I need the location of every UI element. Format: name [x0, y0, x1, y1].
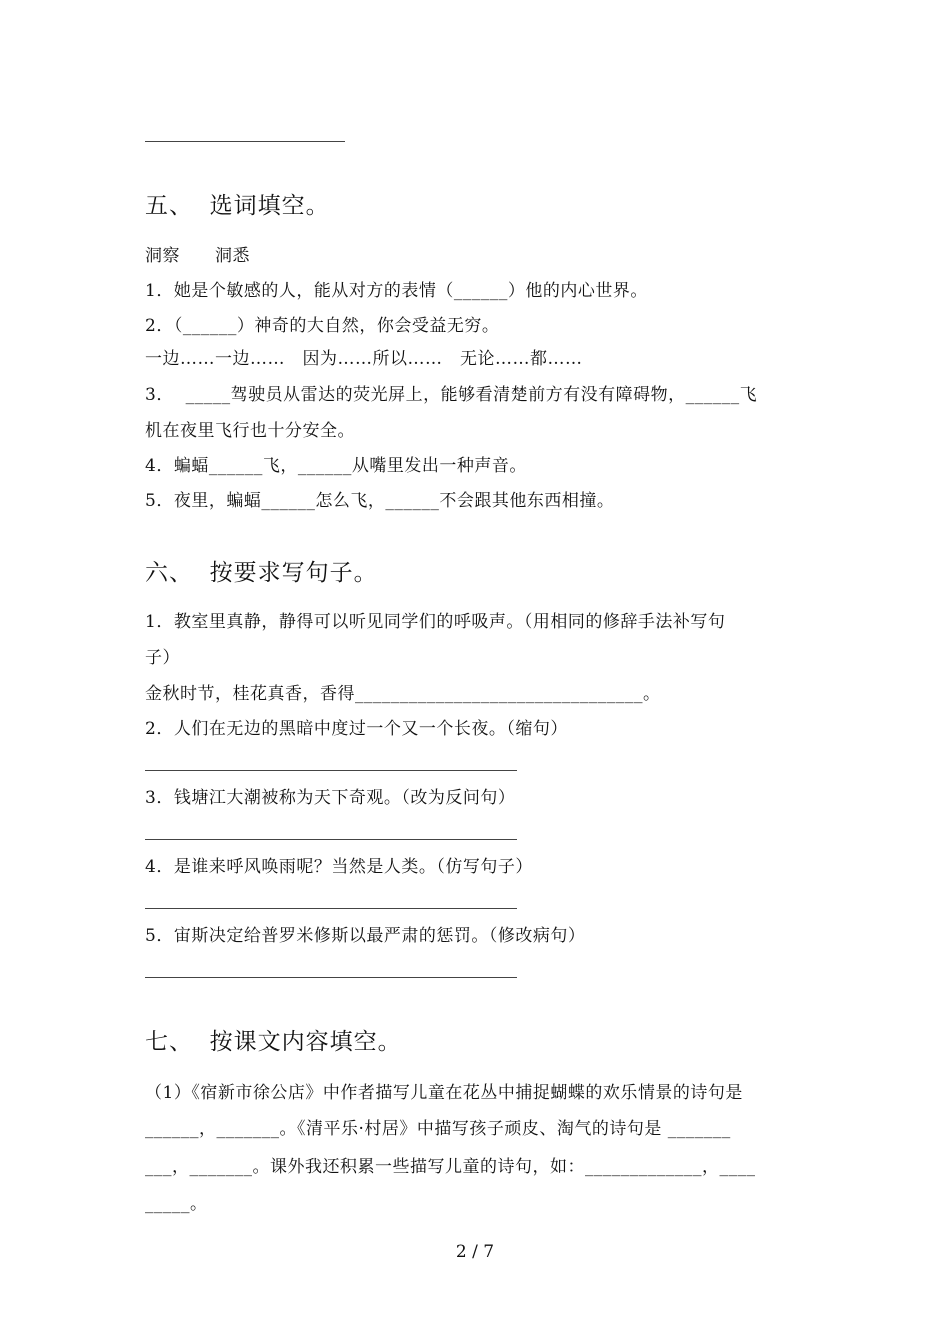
section-5-question-2: 2．（______）神奇的大自然，你会受益无穷。 — [145, 316, 500, 336]
section-5-question-3-line-2: 机在夜里飞行也十分安全。 — [145, 421, 355, 441]
section-5-word-choices-2: 一边……一边…… 因为……所以…… 无论……都…… — [145, 349, 583, 369]
section-5-question-1: 1．她是个敏感的人，能从对方的表情（______）他的内心世界。 — [145, 281, 648, 301]
answer-line-q4 — [145, 908, 517, 909]
section-5-question-3-line-1: 3． _____驾驶员从雷达的荧光屏上，能够看清楚前方有没有障碍物，______飞 — [145, 385, 758, 405]
section-7-line-2: ______，_______。《清平乐·村居》中描写孩子顽皮、淘气的诗句是 _______ — [145, 1119, 731, 1139]
section-7-line-3: ___，_______。课外我还积累一些描写儿童的诗句，如：_____________，____ — [145, 1157, 756, 1177]
answer-line-q3 — [145, 839, 517, 840]
section-6-question-2: 2．人们在无边的黑暗中度过一个又一个长夜。（缩句） — [145, 719, 568, 739]
section-5-word-choices-1: 洞察 洞悉 — [145, 246, 250, 266]
section-7-line-4: _____。 — [145, 1194, 208, 1214]
page-number: 2 / 7 — [455, 1242, 495, 1262]
answer-line-q2 — [145, 770, 517, 771]
section-6-question-1-line-2: 子） — [145, 648, 180, 668]
section-6-heading: 六、 按要求写句子。 — [145, 560, 378, 586]
section-6-question-1-line-1: 1．教室里真静，静得可以听见同学们的呼吸声。（用相同的修辞手法补写句 — [145, 612, 726, 632]
section-6-question-3: 3．钱塘江大潮被称为天下奇观。（改为反问句） — [145, 788, 516, 808]
answer-line-top — [145, 141, 345, 142]
section-7-heading: 七、 按课文内容填空。 — [145, 1029, 402, 1055]
section-5-question-5: 5．夜里，蝙蝠______怎么飞，______不会跟其他东西相撞。 — [145, 491, 615, 511]
section-5-heading: 五、 选词填空。 — [145, 193, 330, 219]
section-6-question-1-line-3: 金秋时节，桂花真香，香得________________________________。 — [145, 684, 661, 704]
answer-line-q5 — [145, 977, 517, 978]
section-7-line-1: （1）《宿新市徐公店》中作者描写儿童在花丛中捕捉蝴蝶的欢乐情景的诗句是 — [145, 1083, 743, 1103]
section-5-question-4: 4．蝙蝠______飞，______从嘴里发出一种声音。 — [145, 456, 527, 476]
section-6-question-5: 5．宙斯决定给普罗米修斯以最严肃的惩罚。（修改病句） — [145, 926, 586, 946]
section-6-question-4: 4．是谁来呼风唤雨呢？当然是人类。（仿写句子） — [145, 857, 533, 877]
